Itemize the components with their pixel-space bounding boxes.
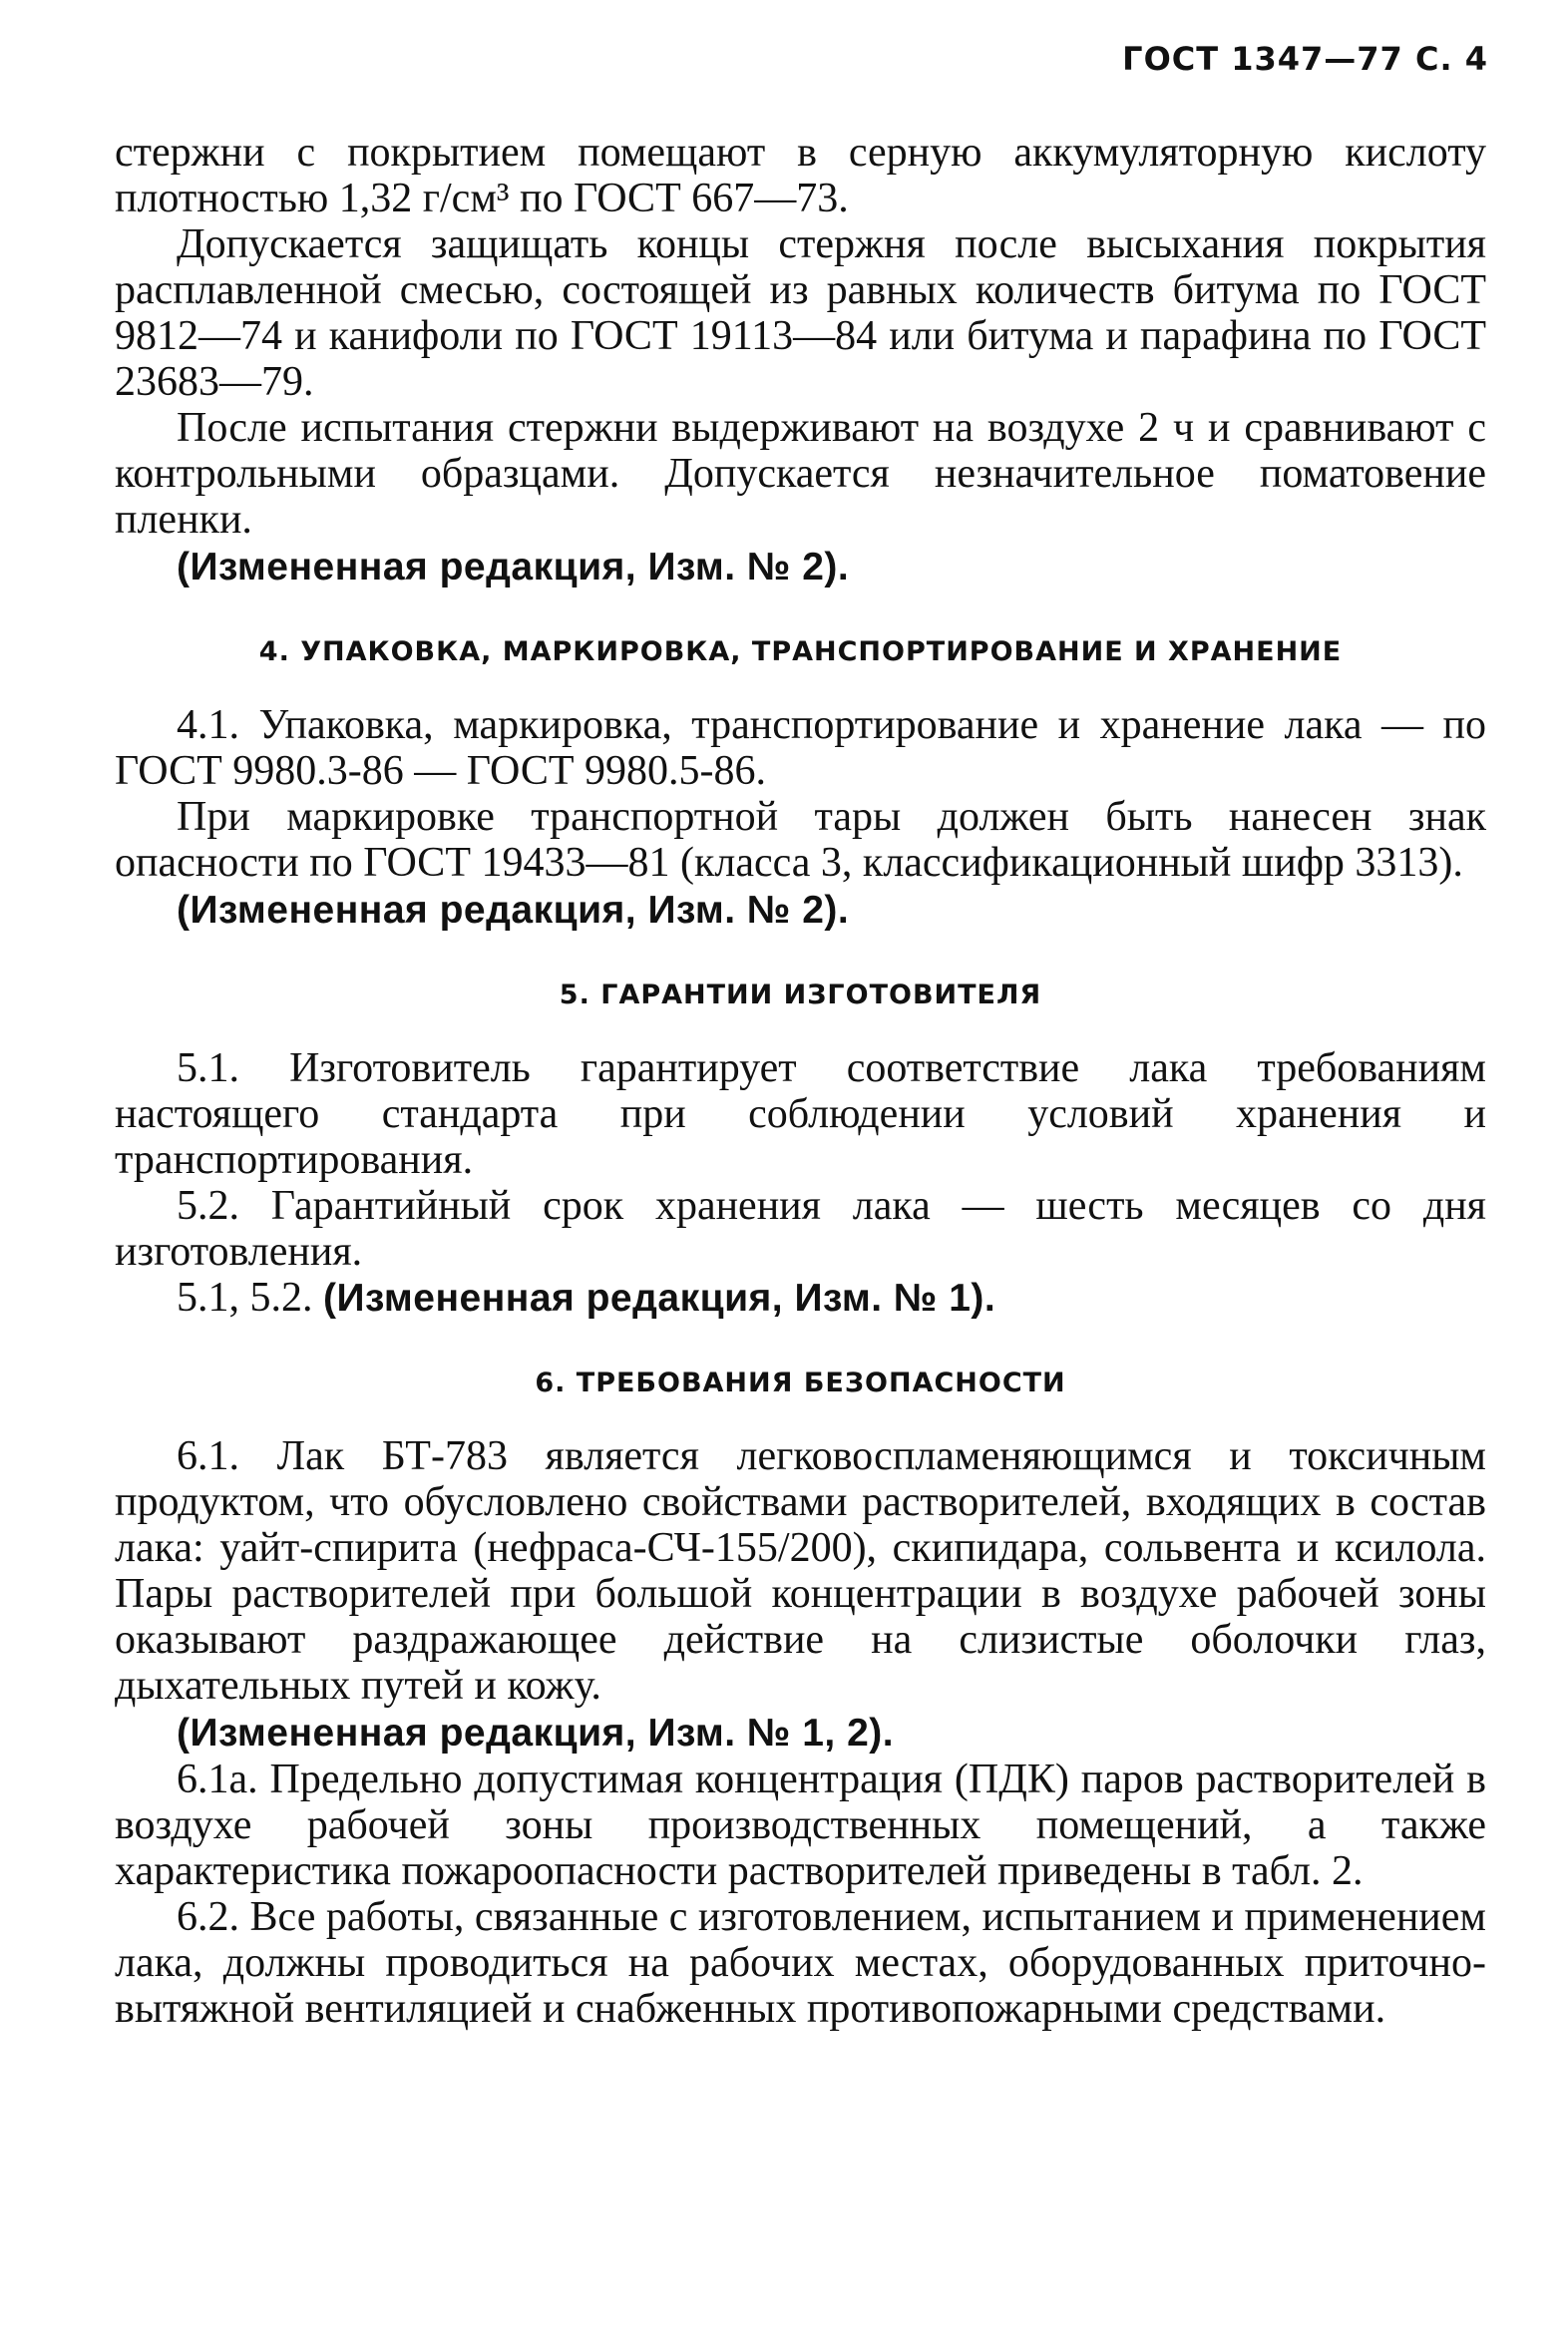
amendment-note-3-prefix: 5.1, 5.2. — [177, 1275, 313, 1321]
paragraph-6-1a: 6.1а. Предельно допустимая концентрация (ПДК) паров растворителей в воздухе рабочей зоны производственных помещений, а также характеристика пожароопасности растворителей приведены в табл. 2. — [115, 1757, 1486, 1894]
paragraph-after-test: После испытания стержни выдерживают на воздухе 2 ч и сравнивают с контрольными образцами. Допускается незначительное поматовение пленки. — [115, 405, 1486, 543]
section-4-title: 4. УПАКОВКА, МАРКИРОВКА, ТРАНСПОРТИРОВАНИЕ И ХРАНЕНИЕ — [258, 636, 1343, 667]
section-5-title: 5. ГАРАНТИИ ИЗГОТОВИТЕЛЯ — [559, 980, 1042, 1010]
amendment-note-3-line — [115, 1275, 1486, 1322]
amendment-note-4: (Измененная редакция, Изм. № 1, 2). — [177, 1712, 895, 1755]
amendment-note-1: (Измененная редакция, Изм. № 2). — [177, 546, 850, 588]
paragraph-5-2: 5.2. Гарантийный срок хранения лака — шесть месяцев со дня изготовления. — [115, 1183, 1486, 1275]
amendment-note-2: (Измененная редакция, Изм. № 2). — [177, 889, 850, 932]
amendment-note-3: (Измененная редакция, Изм. № 1). — [323, 1277, 996, 1320]
paragraph-protection: Допускается защищать концы стержня после высыхания покрытия расплавленной смесью, состоящей из равных количеств битума по ГОСТ 9812—74 и канифоли по ГОСТ 19113—84 или битума и парафина по ГОСТ 23683—79. — [115, 221, 1486, 405]
paragraph-6-2: 6.2. Все работы, связанные с изготовлением, испытанием и применением лака, должны проводиться на рабочих местах, оборудованных приточно-вытяжной вентиляцией и снабженных противопожарными средствами. — [115, 1894, 1486, 2032]
page-body — [115, 130, 1486, 2032]
paragraph-continuation: стержни с покрытием помещают в серную аккумуляторную кислоту плотностью 1,32 г/см³ по ГОСТ 667—73. — [115, 130, 1486, 221]
paragraph-5-1: 5.1. Изготовитель гарантирует соответствие лака требованиям настоящего стандарта при соблюдении условий хранения и транспортирования. — [115, 1045, 1486, 1183]
section-6-title: 6. ТРЕБОВАНИЯ БЕЗОПАСНОСТИ — [535, 1368, 1066, 1398]
paragraph-6-1: 6.1. Лак БТ-783 является легковоспламеняющимся и токсичным продуктом, что обусловлено свойствами растворителей, входящих в состав лака: уайт-спирита (нефраса-СЧ-155/200), скипидара, сольвента и ксилола. Пары растворителей при большой концентрации в воздухе рабочей зоны оказывают раздражающее действие на слизистые оболочки глаз, дыхательных путей и кожу. — [115, 1433, 1486, 1709]
paragraph-4-1: 4.1. Упаковка, маркировка, транспортирование и хранение лака — по ГОСТ 9980.3-86 — ГОСТ 9980.5-86. — [115, 702, 1486, 794]
paragraph-4-marking: При маркировке транспортной тары должен быть нанесен знак опасности по ГОСТ 19433—81 (класса 3, классификационный шифр 3313). — [115, 794, 1486, 886]
running-header: ГОСТ 1347—77 С. 4 — [1122, 40, 1488, 78]
